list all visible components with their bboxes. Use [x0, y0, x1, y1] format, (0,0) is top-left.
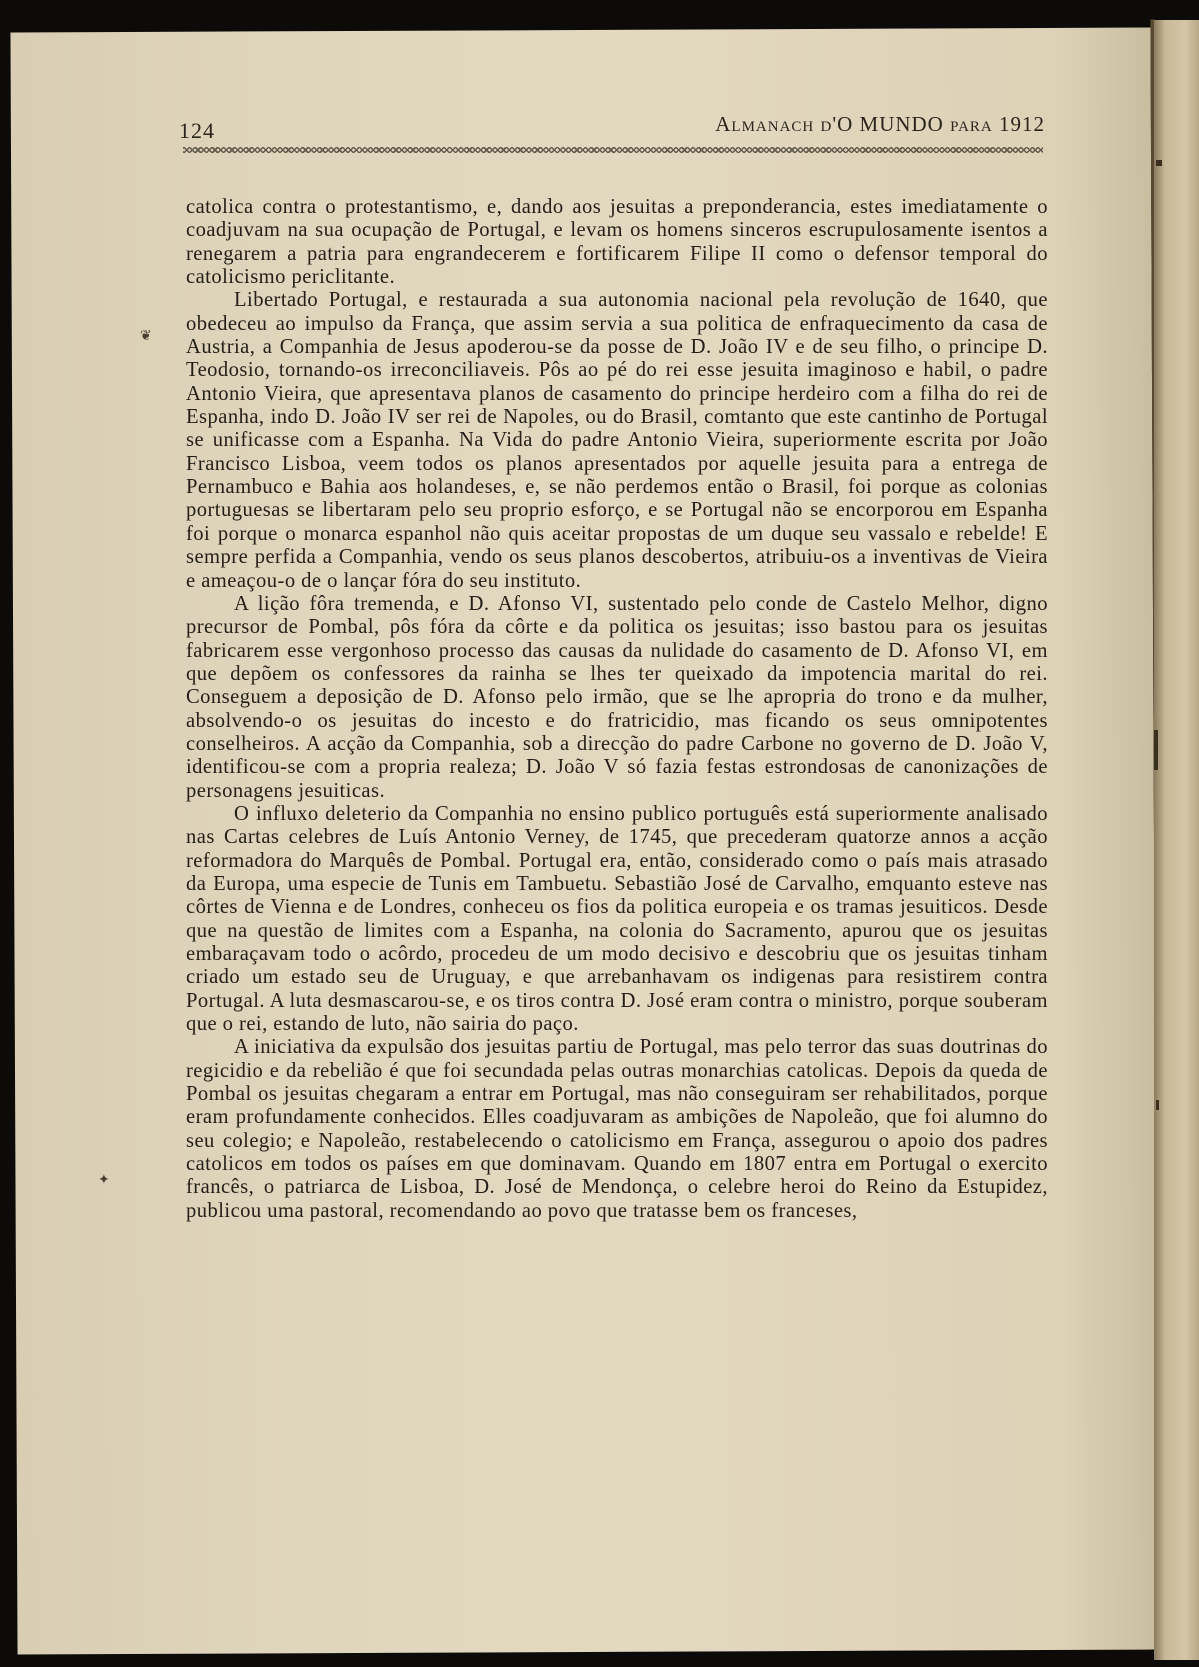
- paragraph: catolica contra o protestantismo, e, dando aos jesuitas a preponderancia, estes imediatamente o coadjuvam na sua ocupação de Portugal, e levam os homens sinceros escrupulosamente isentos a renegarem a patria para engrandecerem e fortificarem Filipe II como o defensor temporal do catolicismo periclitante.: [186, 196, 1048, 289]
- margin-mark: ✦: [98, 1173, 110, 1188]
- paragraph: Libertado Portugal, e restaurada a sua autonomia nacional pela revolução de 1640, que obedeceu ao impulso da França, que assim servia a sua politica de enfraquecimento da casa de Austria, a Companhia de Jesus apoderou-se da posse de D. João IV e de seu filho, o principe D. Teodosio, tornando-os irreconciliaveis. Pôs ao pé do rei esse jesuita imaginoso e habil, o padre Antonio Vieira, que apresentava planos de casamento do principe herdeiro com a filha do rei de Espanha, indo D. João IV ser rei de Napoles, ou do Brasil, comtanto que este cantinho de Portugal se unificasse com a Espanha. Na Vida do padre Antonio Vieira, superiormente escrita por João Francisco Lisboa, veem todos os planos apresentados por aquelle jesuita para a entrega de Pernambuco e Bahia aos holandeses, e, se não perdemos então o Brasil, foi porque as colonias portuguesas se libertaram pelo seu proprio esforço, e se Portugal não se encorporou em Espanha foi porque o monarca espanhol não quis aceitar propostas de um duque seu vassalo e rebelde! E sempre perfida a Companhia, vendo os seus planos descobertos, atribuiu-os a inventivas de Vieira e ameaçou-o de o lançar fóra do seu instituto.: [186, 289, 1048, 592]
- article-body: [186, 196, 1048, 1223]
- paragraph: O influxo deleterio da Companhia no ensino publico português está superiormente analisado nas Cartas celebres de Luís Antonio Verney, de 1745, que precederam quatorze annos a acção reformadora do Marquês de Pombal. Portugal era, então, considerado como o país mais atrasado da Europa, uma especie de Tunis em Tambuetu. Sebastião José de Carvalho, emquanto esteve nas côrtes de Vienna e de Londres, conheceu os fios da politica europeia e os tramas jesuiticos. Desde que na questão de limites com a Espanha, na colonia do Sacramento, apurou que os jesuitas embaraçavam todo o acôrdo, procedeu de um modo decisivo e descobriu que os jesuitas tinham criado um estado seu de Uruguay, e que arrebanhavam os indigenas para resistirem contra Portugal. A luta desmascarou-se, e os tiros contra D. José eram contra o ministro, porque souberam que o rei, estando de luto, não sairia do paço.: [186, 802, 1048, 1036]
- page-header: [169, 112, 1045, 142]
- paragraph: A iniciativa da expulsão dos jesuitas partiu de Portugal, mas pelo terror das suas doutrinas do regicidio e da rebelião é que foi secundada pelas outras monarchias catolicas. Depois da queda de Pombal os jesuitas chegaram a entrar em Portugal, mas não conseguiram ser rehabilitados, porque eram profundamente conhecidos. Elles coadjuvaram as ambições de Napoleão, que foi alumno do seu colegio; e Napoleão, restabelecendo o catolicismo em França, assegurou o apoio dos padres catolicos em todos os países em que dominavam. Quando em 1807 entra em Portugal o exercito francês, o patriarca de Lisboa, D. José de Mendonça, o celebre heroi do Reino da Estupidez, publicou uma pastoral, recomendando ao povo que tratasse bem os franceses,: [186, 1036, 1048, 1222]
- margin-mark: ❦: [140, 329, 152, 344]
- paragraph: A lição fôra tremenda, e D. Afonso VI, sustentado pelo conde de Castelo Melhor, digno precursor de Pombal, pôs fóra da côrte e da politica os jesuitas; isso bastou para os jesuitas fabricarem esse vergonhoso processo das causas da nulidade do casamento de D. Afonso VI, em que depõem os confessores da rainha se lhes ter queixado da impotencia marital do rei. Conseguem a deposição de D. Afonso pelo irmão, que se lhe apropria do trono e da mulher, absolvendo-o os jesuitas do incesto e do fratricidio, mas ficando os seus omnipotentes conselheiros. A acção da Companhia, sob a direcção do padre Carbone no governo de D. João V, identificou-se com a propria realeza; D. João V só fazia festas estrondosas de canonizações de personagens jesuiticas.: [186, 592, 1048, 802]
- running-title: Almanach d'O MUNDO para 1912: [715, 112, 1045, 136]
- header-rule: [183, 147, 1043, 153]
- adjacent-page-edge: [1154, 20, 1199, 1660]
- page-number: 124: [179, 118, 215, 143]
